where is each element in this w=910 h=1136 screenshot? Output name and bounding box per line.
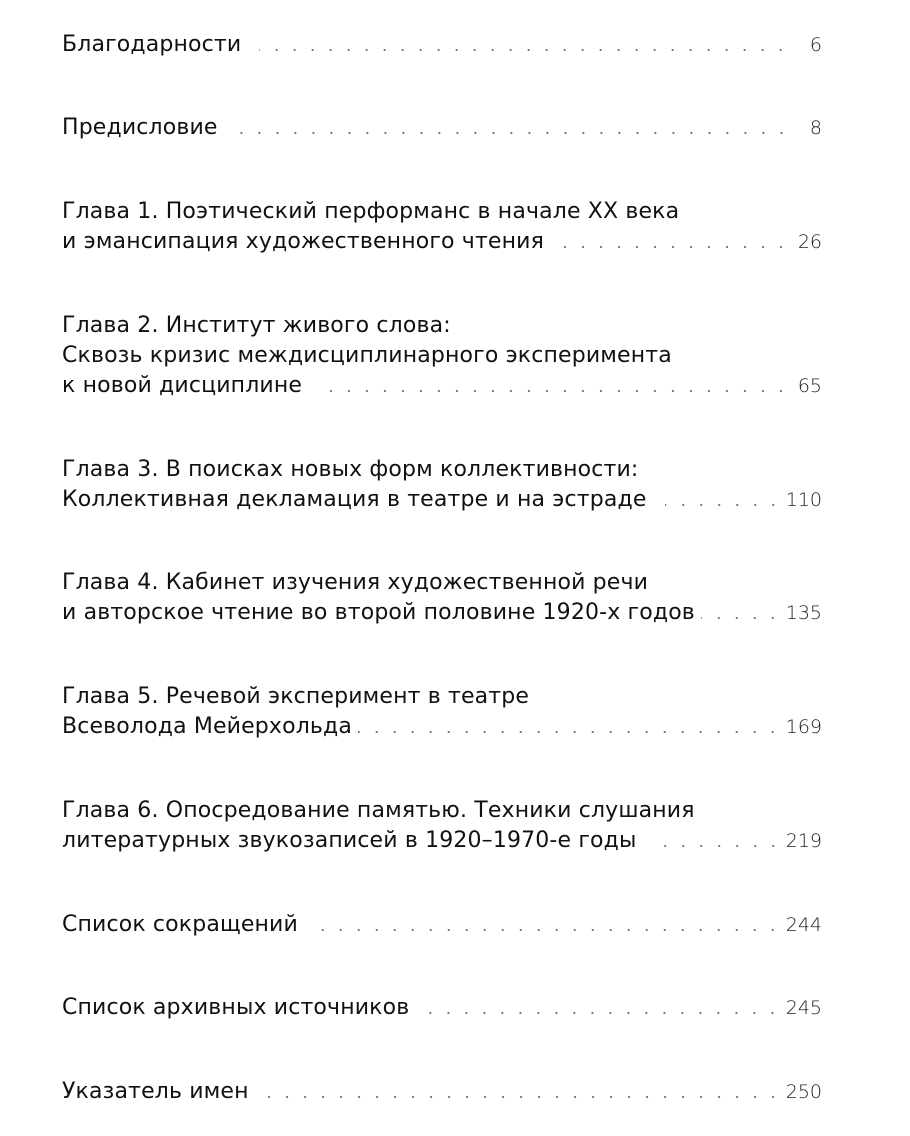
toc-entry-last-line (62, 485, 822, 515)
toc-entry-acknowledgements[interactable] (62, 30, 822, 60)
toc-entry-title: Глава 5. Речевой эксперимент в театре (62, 684, 530, 709)
toc-entry-title: Коллективная декламация в театре и на эстраде (62, 487, 647, 512)
toc-entry-archive-sources[interactable] (62, 993, 822, 1023)
toc-entry-title: Глава 1. Поэтический перформанс в начале XX века (62, 199, 680, 224)
dot-leader (259, 47, 790, 53)
toc-entry-title-line (62, 796, 822, 826)
toc-page-number: 110 (785, 489, 822, 511)
toc-page-number: 169 (785, 716, 822, 738)
dot-leader (427, 1010, 781, 1016)
toc-page-number: 244 (785, 914, 822, 936)
toc-entry-chapter-6[interactable] (62, 796, 822, 856)
dot-leader (316, 927, 782, 933)
toc-page-number: 219 (785, 830, 822, 852)
toc-entry-title: и авторское чтение во второй половине 1920-х годов (62, 600, 695, 625)
toc-entry-last-line (62, 993, 822, 1023)
toc-entry-chapter-1[interactable] (62, 197, 822, 257)
toc-entry-abbreviations[interactable] (62, 910, 822, 940)
toc-entry-title: Глава 4. Кабинет изучения художественной речи (62, 570, 649, 595)
toc-entry-title-line (62, 682, 822, 712)
toc-page-number: 6 (809, 34, 822, 56)
toc-entry-title-line (62, 311, 822, 341)
toc-page-number: 135 (785, 602, 822, 624)
toc-entry-chapter-3[interactable] (62, 455, 822, 515)
toc-entry-title: Предисловие (62, 115, 218, 140)
toc-entry-title: Список архивных источников (62, 995, 410, 1020)
toc-entry-chapter-5[interactable] (62, 682, 822, 742)
toc-entry-last-line (62, 1077, 822, 1107)
toc-entry-last-line (62, 113, 822, 143)
dot-leader (655, 843, 782, 849)
toc-entry-title: Глава 6. Опосредование памятью. Техники слушания (62, 798, 695, 823)
toc-entry-title: Всеволода Мейерхольда (62, 714, 353, 739)
toc-entry-title-line (62, 341, 822, 371)
toc-entry-title: Глава 2. Институт живого слова: (62, 313, 451, 338)
toc-entry-title: Благодарности (62, 32, 242, 57)
toc-entry-title: литературных звукозаписей в 1920–1970-е годы (62, 828, 637, 853)
toc-entry-title: и эмансипация художественного чтения (62, 229, 544, 254)
toc-entry-chapter-2[interactable] (62, 311, 822, 401)
toc-entry-title: Сквозь кризис междисциплинарного эксперимента (62, 343, 672, 368)
toc-entry-last-line (62, 30, 822, 60)
dot-leader (562, 244, 790, 250)
toc-entry-last-line (62, 598, 822, 628)
dot-leader (701, 615, 782, 621)
toc-page-number: 65 (797, 375, 822, 397)
toc-entry-last-line (62, 227, 822, 257)
dot-leader (236, 130, 790, 136)
toc-entry-title-line (62, 568, 822, 598)
toc-entry-title: к новой дисциплине (62, 373, 303, 398)
toc-entry-title: Список сокращений (62, 912, 298, 937)
toc-entry-last-line (62, 712, 822, 742)
toc-entry-last-line (62, 910, 822, 940)
toc-entry-title: Указатель имен (62, 1079, 249, 1104)
dot-leader (267, 1094, 782, 1100)
toc-page-number: 26 (797, 231, 822, 253)
toc-entry-last-line (62, 826, 822, 856)
dot-leader (358, 729, 782, 735)
toc-entry-preface[interactable] (62, 113, 822, 143)
toc-page-number: 245 (785, 997, 822, 1019)
toc-entry-chapter-4[interactable] (62, 568, 822, 628)
toc-entry-title: Глава 3. В поисках новых форм коллективности: (62, 457, 639, 482)
dot-leader (665, 502, 782, 508)
toc-entry-title-line (62, 197, 822, 227)
toc-entry-last-line (62, 371, 822, 401)
toc-page-number: 250 (785, 1081, 822, 1103)
toc-entry-name-index[interactable] (62, 1077, 822, 1107)
toc-page-number: 8 (809, 117, 822, 139)
toc-entry-title-line (62, 455, 822, 485)
dot-leader (320, 388, 790, 394)
